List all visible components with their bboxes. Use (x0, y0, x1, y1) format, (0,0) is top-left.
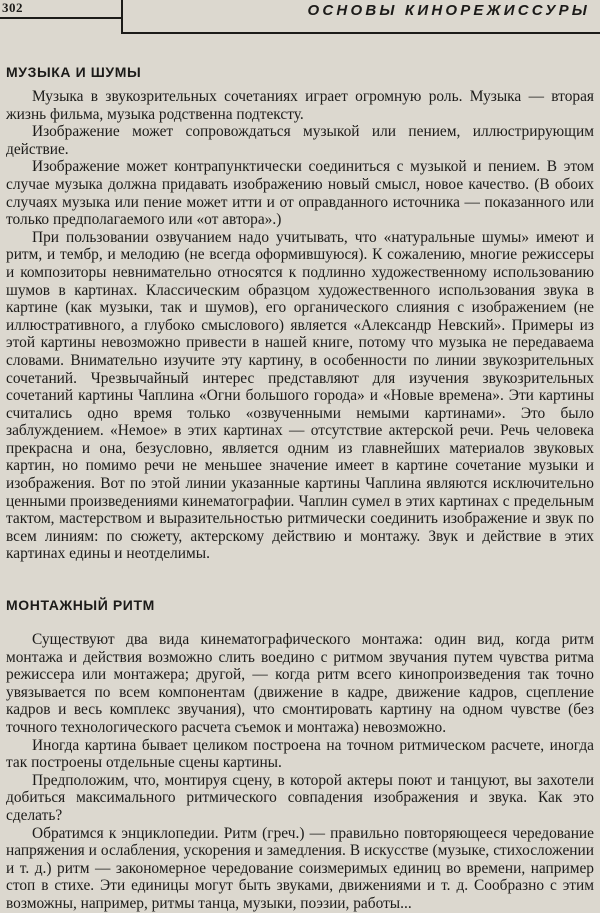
page-number: 302 (2, 0, 23, 15)
page-header (0, 0, 600, 34)
running-title: ОСНОВЫ КИНОРЕЖИССУРЫ (307, 2, 590, 19)
paragraph: Предположим, что, монтируя сцену, в которой актеры поют и танцуют, вы захотели добиться максимального ритмического совпадения изображения и звука. Как это сделать? (6, 771, 594, 824)
paragraph: При пользовании озвучанием надо учитывать, что «натуральные шумы» имеют и ритм, и тембр, и мелодию (не всегда оформившуюся). К сожалению, многие режиссеры и композиторы невнимательно относятся к подлинно художественному использованию шумов в картинах. Классическим образцом художественного использования звука в картине (как музыки, так и шумов), его органического слияния с изображением (не иллюстративного, а глубоко смыслового) является «Александр Невский». Примеры из этой картины невозможно привести в нашей книге, потому что музыка не передаваема словами. Внимательно изучите эту картину, в особенности по линии звукозрительных сочетаний. Чрезвычайный интерес представляют для изучения звукозрительных сочетаний картины Чаплина «Огни большого города» и «Новые времена». Эти картины считались одно время только «озвученными немыми картинами». Это было заблуждением. «Немое» в этих картинах — отсутствие актерской речи. Речь человека прекрасна и она, безусловно, является одним из главнейших материалов звуковых картин, но помимо речи не меньшее значение имеет в картине сочетание музыки и изображения. Вот по этой линии указанные картины Чаплина являются исключительно ценными произведениями кинематографии. Чаплин сумел в этих картинах с предельным тактом, мастерством и выразительностью ритмически соединить изображение и звук по всем линиям: по сюжету, актерскому действию и монтажу. Звук и действие в этих картинах едины и неотделимы. (6, 228, 594, 563)
section-body-music (6, 88, 594, 563)
header-rule (0, 17, 121, 19)
section-heading-montage: МОНТАЖНЫЙ РИТМ (6, 597, 155, 613)
header-frame (121, 0, 600, 34)
paragraph: Музыка в звукозрительных сочетаниях играет огромную роль. Музыка — вторая жизнь фильма, музыка родственна подтексту. (6, 88, 594, 123)
paragraph: Иногда картина бывает целиком построена на точном ритмическом расчете, иногда так построены отдельные сцены картины. (6, 736, 594, 772)
section-heading-music: МУЗЫКА И ШУМЫ (6, 64, 142, 80)
paragraph: Изображение может сопровождаться музыкой или пением, иллюстрирующим действие. (6, 123, 594, 158)
paragraph: Обратимся к энциклопедии. Ритм (греч.) — правильно повторяющееся чередование напряжения и ослабления, ускорения и замедления. В искусстве (музыке, стихосложении и т. д.) ритм — закономерное чередование соизмеримых единиц во времени, например стоп в стихе. Эти единицы могут быть звуками, движениями и т. д. Сообразно с этим возможны, например, ритмы танца, музыки, поэзии, работы... (6, 824, 594, 912)
paragraph: Существуют два вида кинематографического монтажа: один вид, когда ритм монтажа и действия возможно слить воедино с ритмом звучания путем чувства ритма режиссера или монтажера; другой, — когда ритм всего кинопроизведения так точно увязывается по всем компонентам (движение в кадре, движение кадров, сцепление кадров и весь комплекс звучания), что смонтировать картину на одном чувстве (без точного технологического расчета съемок и монтажа) невозможно. (6, 631, 594, 736)
section-body-montage (6, 631, 594, 913)
paragraph: Изображение может контрапунктически соединиться с музыкой и пением. В этом случае музыка должна придавать изображению новый смысл, новое качество. (В обоих случаях музыка или пение может итти и от оправданного источника — показанного или только предполагаемого или «от автора».) (6, 158, 594, 229)
